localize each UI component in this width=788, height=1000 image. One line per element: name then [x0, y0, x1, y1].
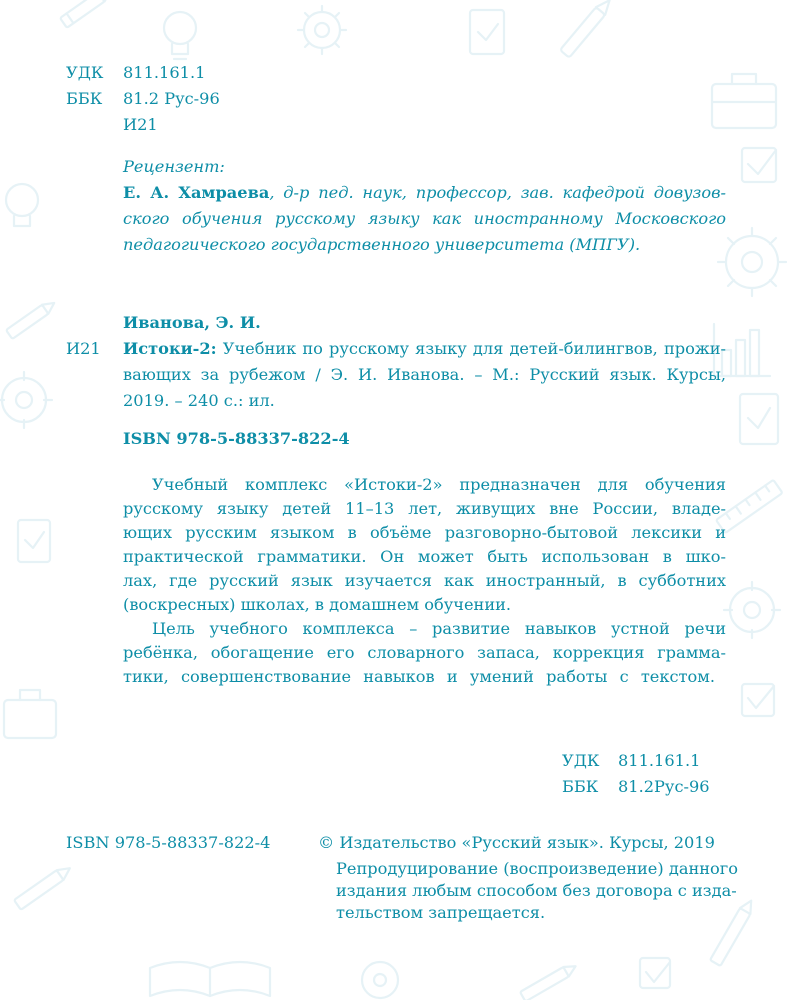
- imprint-rights-1: Репродуцирование (воспроизведение) данного: [336, 859, 739, 878]
- annotation-line-9: тики, совершенствование навыков и умений работы с текстом.: [123, 667, 715, 686]
- imprint-rights-3: тельством запрещается.: [336, 903, 546, 922]
- bib-title: Истоки-2:: [123, 339, 217, 358]
- annotation-line-2: русскому языку детей 11–13 лет, живущих вне России, владе-: [123, 499, 726, 518]
- annotation-line-3: ющих русским языком в объёме разговорно-бытовой лексики и: [123, 523, 726, 542]
- annotation-line-8: ребёнка, обогащение его словарного запаса, коррекция граммa-: [123, 643, 726, 662]
- reviewer-desc-1: , д-р пед. наук, профессор, зав. кафедрой довузов-: [269, 183, 726, 202]
- footer-udk-label: УДК: [562, 751, 600, 770]
- footer-udk-value: 811.161.1: [618, 751, 701, 770]
- bbk-label: ББК: [66, 89, 103, 108]
- bib-line-2: вающих за рубежом / Э. И. Иванова. – М.: Русский язык. Курсы,: [123, 365, 726, 384]
- bib-line-1: [123, 338, 726, 360]
- reviewer-line-1: [123, 182, 726, 204]
- imprint-rights-2: издания любым способом без договора с изда-: [336, 881, 737, 900]
- bib-desc-1: Учебник по русскому языку для детей-билингвов, прожи-: [216, 339, 726, 358]
- bib-isbn: ISBN 978-5-88337-822-4: [123, 429, 350, 448]
- annotation-line-7: Цель учебного комплекса – развитие навыков устной речи: [152, 619, 726, 638]
- reviewer-name: Е. А. Хамраева: [123, 183, 270, 202]
- reviewer-line-3: педагогического государственного университета (МПГУ).: [123, 235, 641, 254]
- annotation-line-6: (воскресных) школах, в домашнем обучении.: [123, 595, 512, 614]
- author-mark: И21: [123, 115, 158, 134]
- footer-bbk-value: 81.2Рус-96: [618, 777, 710, 796]
- bbk-value: 81.2 Рус-96: [123, 89, 220, 108]
- annotation-line-4: практической грамматики. Он может быть использован в шко-: [123, 547, 726, 566]
- udk-label: УДК: [66, 63, 104, 82]
- bib-line-3: 2019. – 240 с.: ил.: [123, 391, 275, 410]
- bib-author: Иванова, Э. И.: [123, 313, 261, 332]
- reviewer-title: Рецензент:: [123, 157, 225, 176]
- bib-mark: И21: [66, 339, 101, 358]
- udk-value: 811.161.1: [123, 63, 206, 82]
- footer-bbk-label: ББК: [562, 777, 599, 796]
- imprint-isbn: ISBN 978-5-88337-822-4: [66, 833, 271, 852]
- reviewer-line-2: ского обучения русскому языку как иностранному Московского: [123, 209, 726, 228]
- imprint-copyright: © Издательство «Русский язык». Курсы, 2019: [318, 833, 715, 852]
- annotation-line-1: Учебный комплекс «Истоки-2» предназначен для обучения: [152, 475, 726, 494]
- annotation-line-5: лах, где русский язык изучается как иностранный, в субботних: [123, 571, 726, 590]
